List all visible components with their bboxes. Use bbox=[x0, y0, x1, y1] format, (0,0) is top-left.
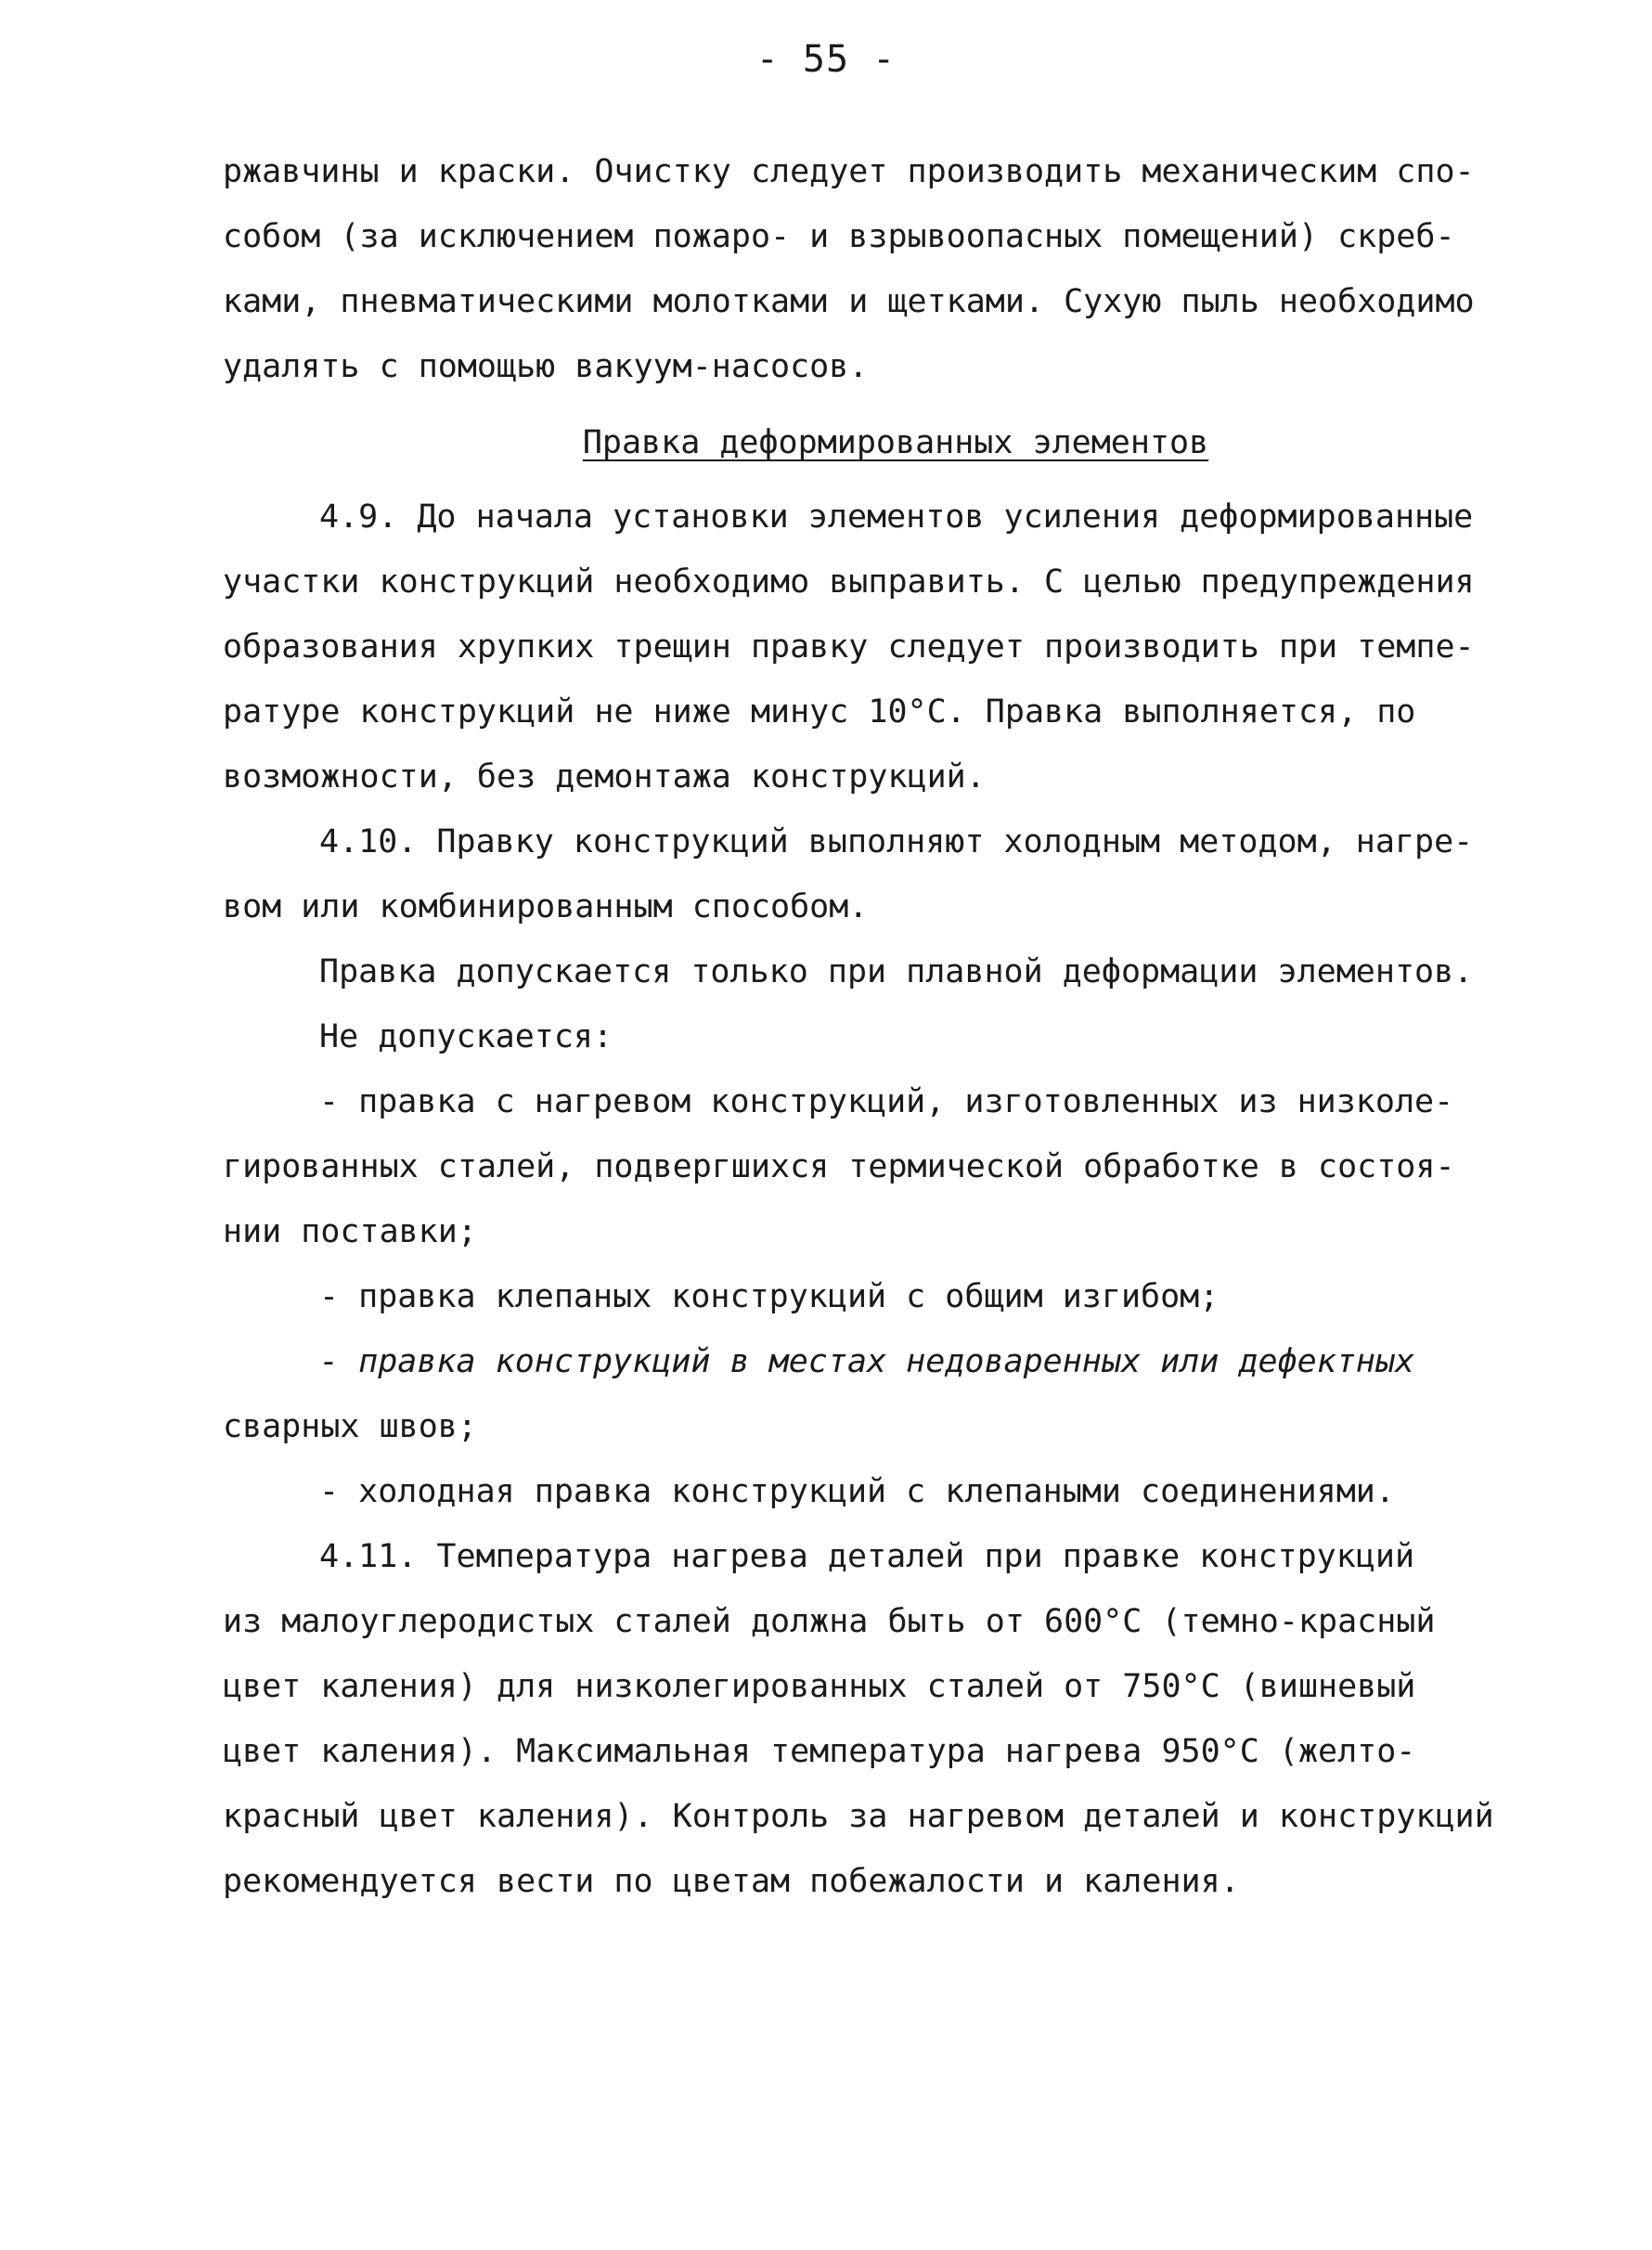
paragraph-4-9-line: участки конструкций необходимо выправить. С целью предупреждения bbox=[223, 563, 1475, 601]
paragraph-4-11-line: цвет каления). Максимальная температура нагрева 950°С (желто- bbox=[223, 1733, 1416, 1770]
section-heading bbox=[223, 410, 1531, 475]
not-permitted-title: Не допускается: bbox=[319, 1018, 613, 1055]
paragraph-4-10-line: вом или комбинированным способом. bbox=[223, 888, 869, 925]
paragraph-4-11-line: 4.11. Температура нагрева деталей при правке конструкций bbox=[319, 1538, 1415, 1575]
paragraph-4-11-line: цвет каления) для низколегированных сталей от 750°С (вишневый bbox=[223, 1668, 1416, 1705]
restriction-line: - правка конструкций в местах недоваренных или дефектных bbox=[319, 1343, 1415, 1380]
text-line: ржавчины и краски. Очистку следует производить механическим спо- bbox=[223, 153, 1475, 190]
paragraph-4-9-line: образования хрупких трещин правку следует производить при темпе- bbox=[223, 628, 1475, 666]
text-line: ками, пневматическими молотками и щетками. Сухую пыль необходимо bbox=[223, 283, 1475, 320]
paragraph-4-11-line: из малоуглеродистых сталей должна быть от 600°С (темно-красный bbox=[223, 1603, 1436, 1640]
paragraph-4-9-line: 4.9. До начала установки элементов усиления деформированные bbox=[319, 498, 1474, 536]
body-text bbox=[223, 139, 1531, 1914]
text-line: удалять с помощью вакуум-насосов. bbox=[223, 348, 869, 385]
paragraph-4-9-line: возможности, без демонтажа конструкций. bbox=[223, 758, 986, 795]
page-number: - 55 - bbox=[755, 38, 897, 81]
restriction-line: сварных швов; bbox=[223, 1408, 477, 1445]
paragraph-4-11-line: рекомендуется вести по цветам побежалости и каления. bbox=[223, 1863, 1240, 1900]
restriction-line: - правка клепаных конструкций с общим изгибом; bbox=[319, 1278, 1220, 1315]
section-heading-text: Правка деформированных элементов bbox=[582, 424, 1209, 461]
restriction-line: нии поставки; bbox=[223, 1213, 477, 1250]
paragraph-4-11-line: красный цвет каления). Контроль за нагревом деталей и конструкций bbox=[223, 1798, 1494, 1835]
restriction-line: - правка с нагревом конструкций, изготовленных из низколе- bbox=[319, 1083, 1454, 1120]
permitted-statement: Правка допускается только при плавной деформации элементов. bbox=[319, 953, 1474, 990]
restriction-line: гированных сталей, подвергшихся термической обработке в состоя- bbox=[223, 1148, 1455, 1185]
text-line: собом (за исключением пожаро- и взрывоопасных помещений) скреб- bbox=[223, 218, 1455, 255]
paragraph-4-9-line: ратуре конструкций не ниже минус 10°С. Правка выполняется, по bbox=[223, 693, 1416, 731]
restriction-line: - холодная правка конструкций с клепаными соединениями. bbox=[319, 1473, 1395, 1510]
paragraph-4-10-line: 4.10. Правку конструкций выполняют холодным методом, нагре- bbox=[319, 823, 1474, 860]
